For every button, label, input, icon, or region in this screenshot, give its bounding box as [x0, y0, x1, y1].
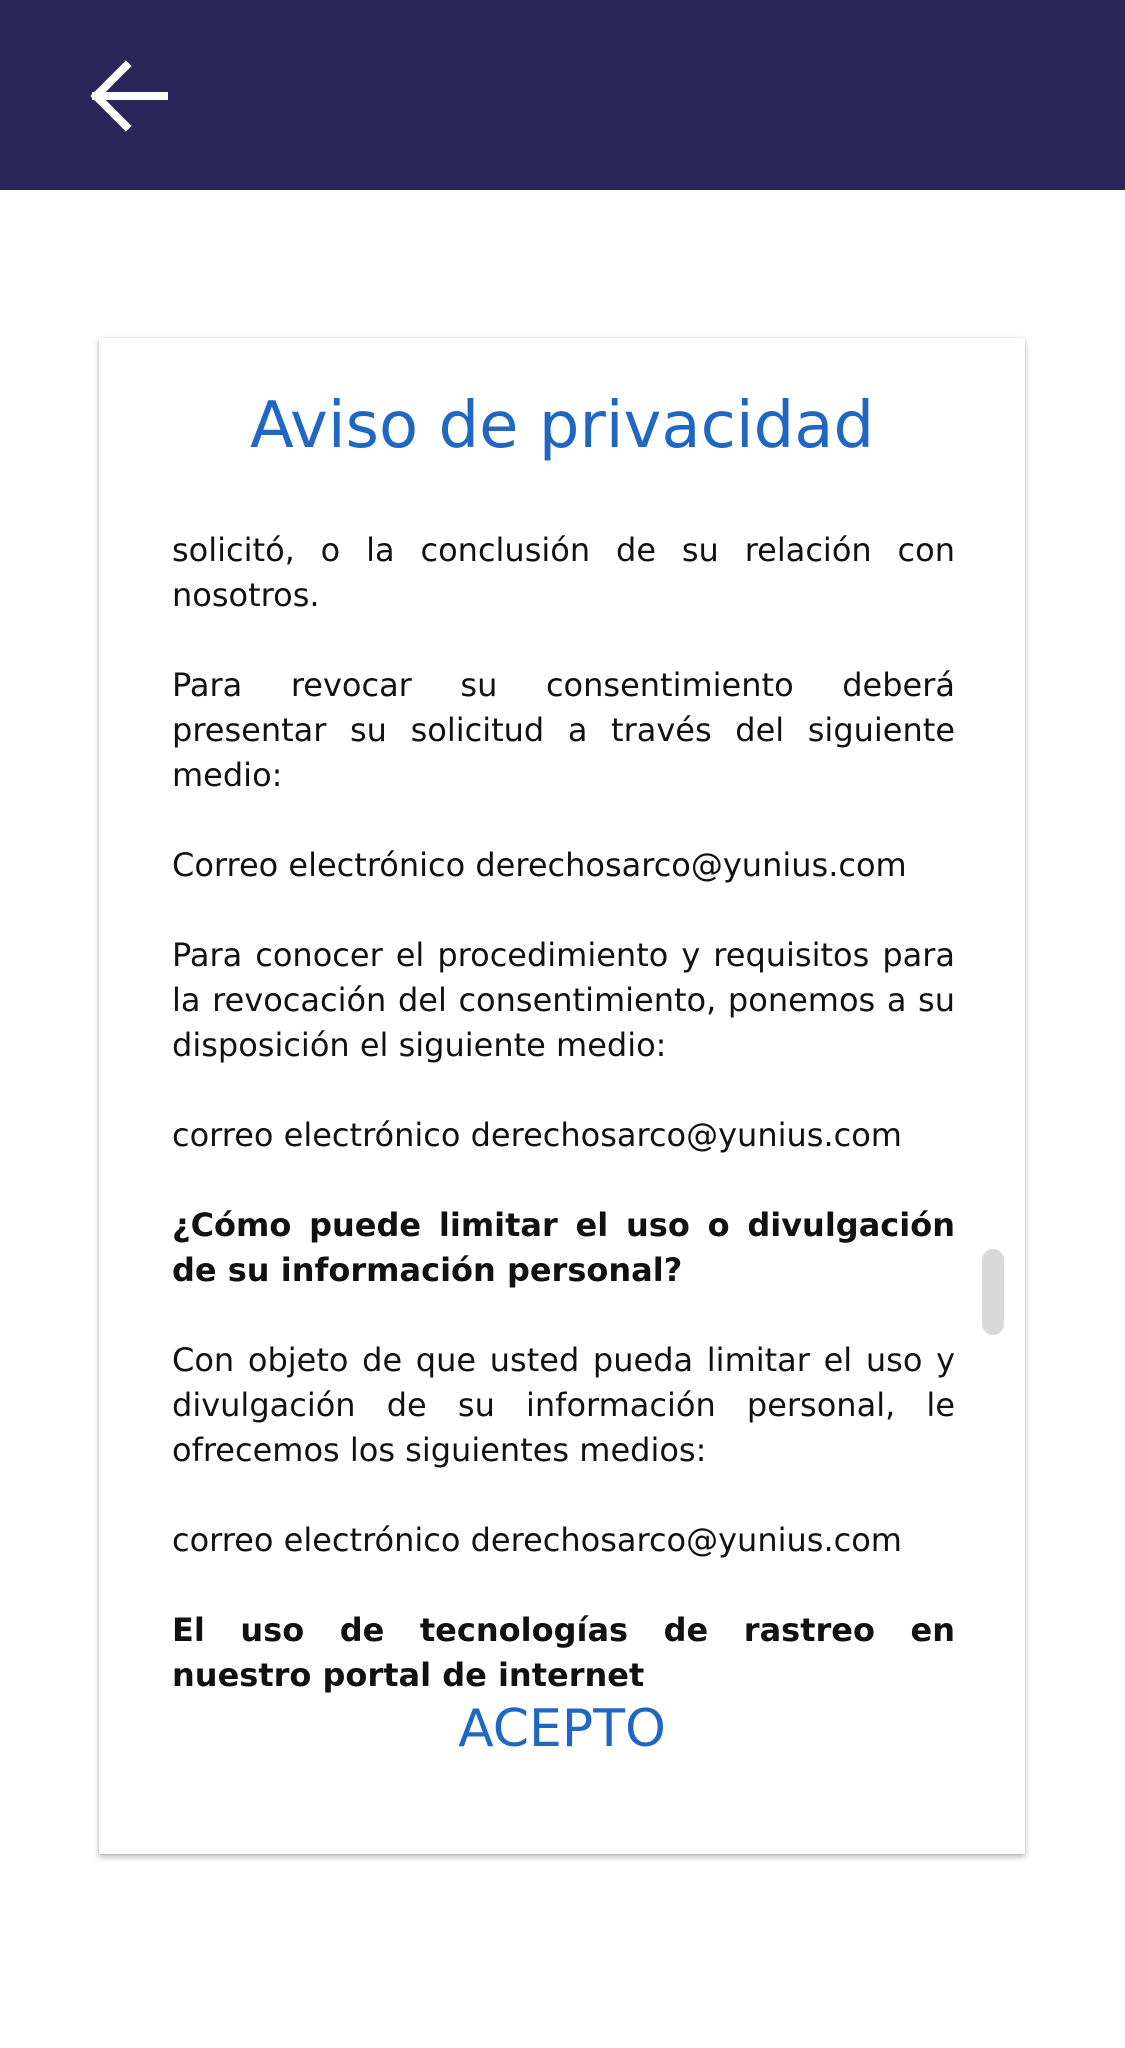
paragraph: Para conocer el procedimiento y requisitos para la revocación del consentimiento, ponemos a su disposición el siguiente medio: [172, 936, 955, 1064]
privacy-text-content [172, 528, 955, 1698]
app-bar [0, 0, 1125, 190]
paragraph: solicitó, o la conclusión de su relación con nosotros. [172, 531, 955, 614]
privacy-notice-dialog [99, 338, 1025, 1854]
scrollbar-thumb[interactable] [982, 1249, 1004, 1335]
paragraph: Para revocar su consentimiento deberá presentar su solicitud a través del siguiente medio: [172, 666, 955, 794]
back-button[interactable] [80, 48, 176, 144]
section-heading: ¿Cómo puede limitar el uso o divulgación de su información personal? [172, 1206, 955, 1289]
paragraph: correo electrónico derechosarco@yunius.com [172, 1116, 902, 1154]
dialog-title: Aviso de privacidad [249, 389, 875, 463]
paragraph: Con objeto de que usted pueda limitar el uso y divulgación de su información personal, le ofrecemos los siguientes medios: [172, 1341, 955, 1469]
section-heading: El uso de tecnologías de rastreo en nuestro portal de internet [172, 1611, 955, 1694]
paragraph: correo electrónico derechosarco@yunius.com [172, 1521, 902, 1559]
paragraph: Correo electrónico derechosarco@yunius.com [172, 846, 907, 884]
privacy-text-scroll-area[interactable] [172, 528, 955, 2048]
accept-button[interactable]: ACEPTO [99, 1698, 1025, 1760]
arrow-left-icon [86, 54, 170, 138]
